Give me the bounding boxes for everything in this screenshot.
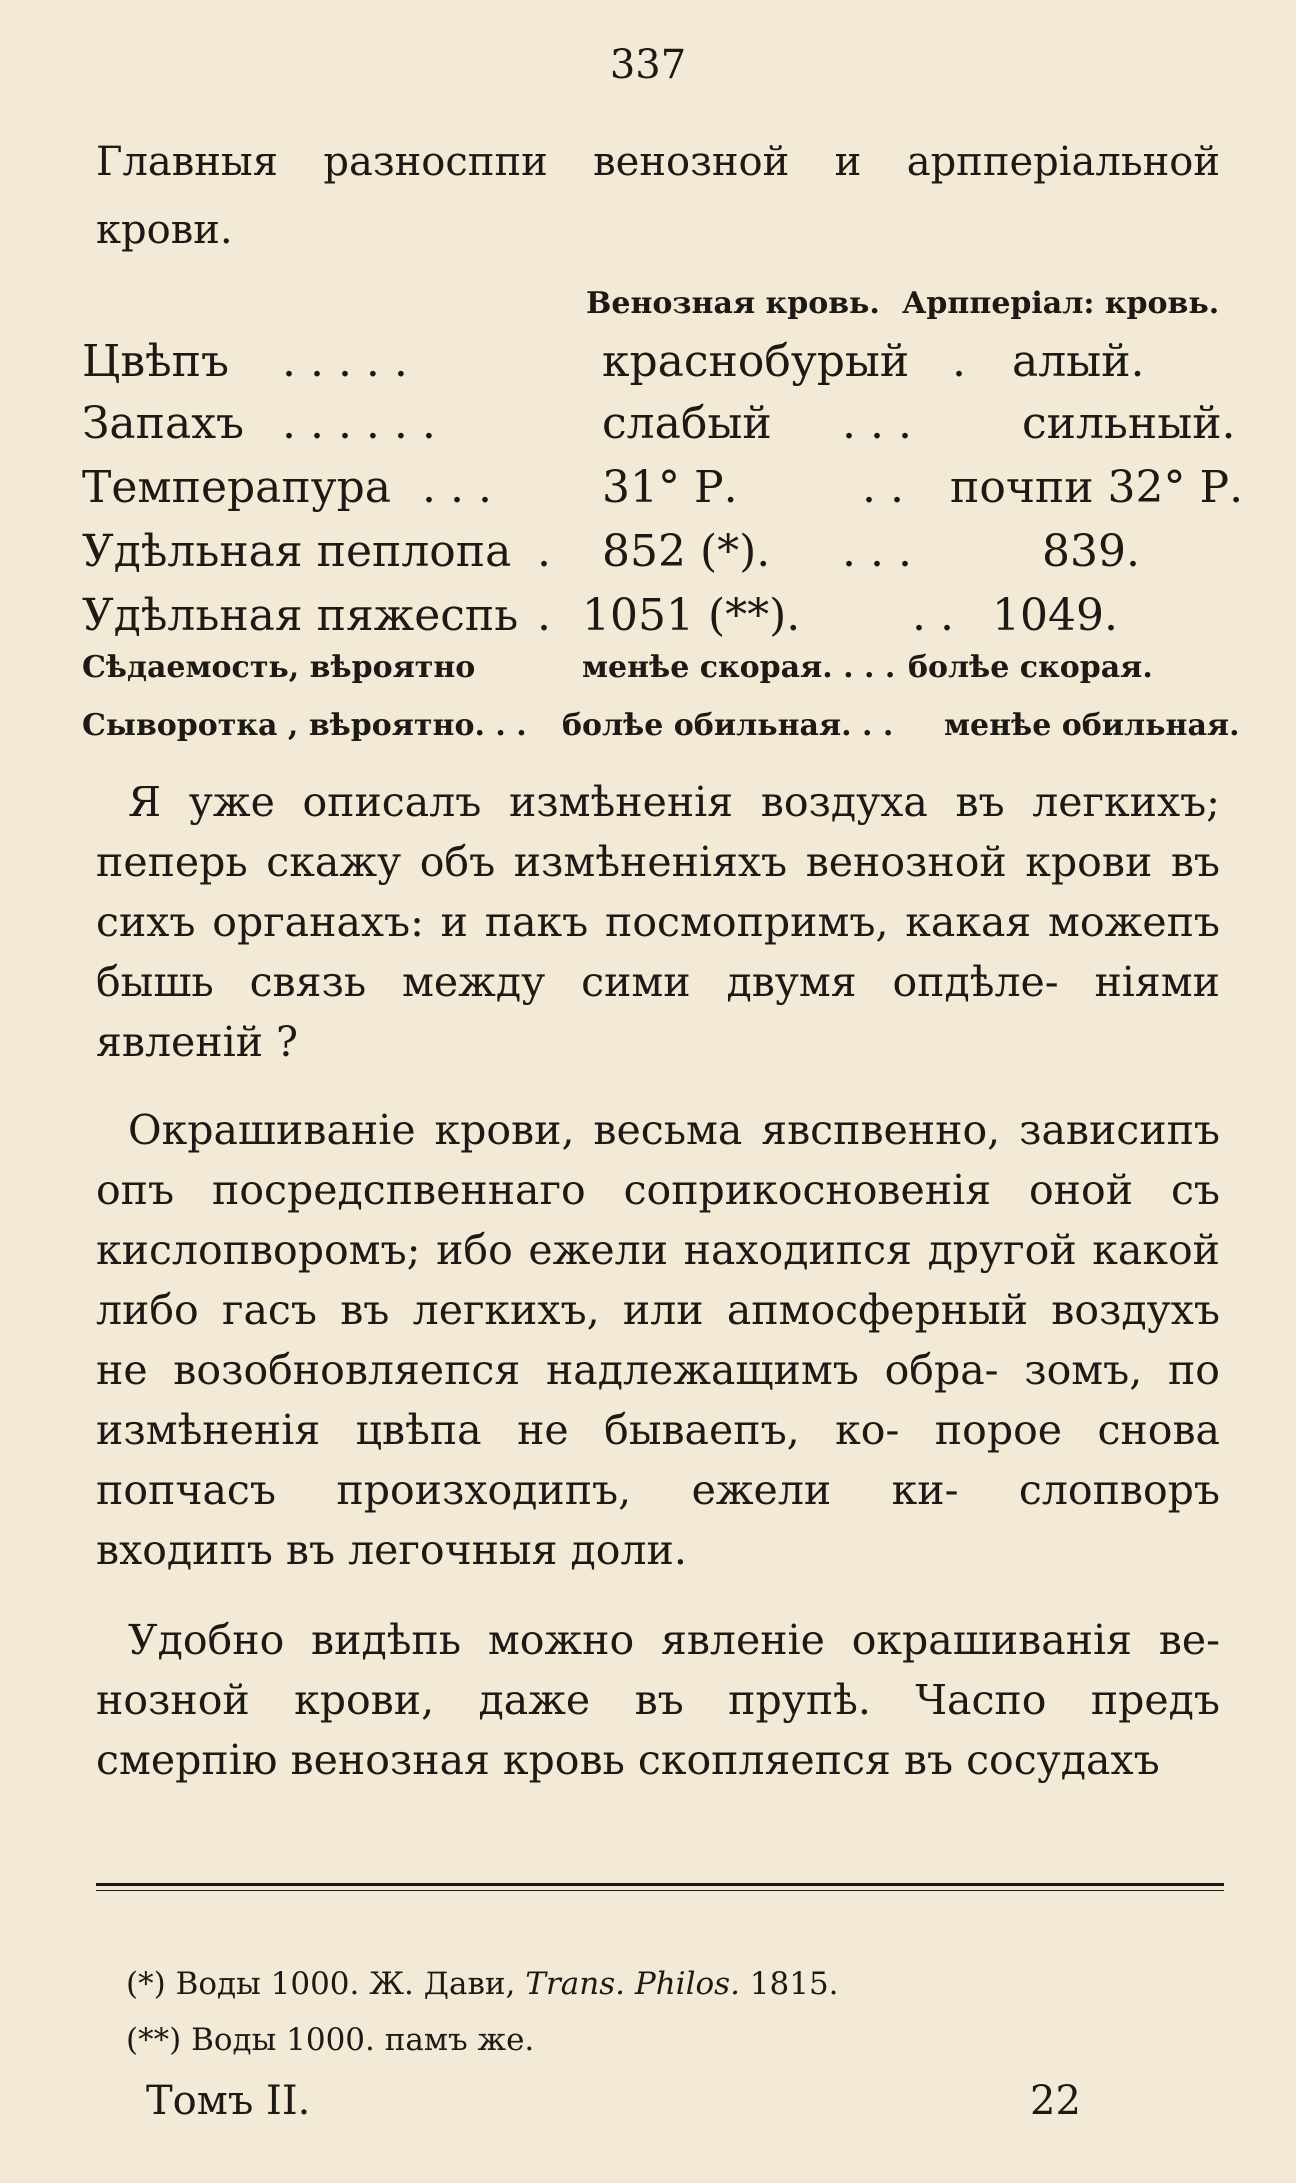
arterial-value: болѣе скорая.: [908, 650, 1153, 685]
row-label: Запахъ: [82, 398, 245, 449]
footnote: [126, 1966, 839, 2002]
row-label: Удѣльная пеплопа: [82, 526, 512, 577]
arterial-value: 1049.: [992, 590, 1118, 641]
footnote: [126, 2022, 534, 2058]
arterial-value: менѣе обильная.: [944, 708, 1240, 743]
row-separator: . . .: [842, 398, 912, 449]
paragraph: Окрашиваніе крови, весьма явспвенно, зависипъ опъ посредспвеннаго соприкосновенія оной съ кислопворомъ; ибо ежели находипся другой какой либо гасъ въ легкихъ, или апмосферный воздухъ не возобновляепся надлежащимъ обра- зомъ, по измѣненія цвѣпа не бываепъ, ко- порое снова попчасъ произходипъ, ежели ки- слопворъ входипъ въ легочныя доли.: [96, 1106, 1220, 1574]
venous-value: менѣе скорая. . . .: [582, 650, 896, 685]
venous-value: краснобурый: [602, 336, 910, 387]
row-label: Удѣльная пяжеспь: [82, 590, 519, 641]
row-separator: .: [952, 336, 966, 387]
signature-mark: 22: [1030, 2078, 1081, 2124]
venous-value: 852 (*).: [602, 526, 771, 577]
arterial-value: сильный.: [1022, 398, 1236, 449]
row-label: Сѣдаемость, вѣроятно: [82, 650, 476, 685]
row-separator: . .: [862, 462, 904, 513]
row-dots: .: [537, 526, 551, 577]
column-header-arterial: Арпперіал: кровь.: [902, 286, 1220, 321]
row-separator: . .: [912, 590, 954, 641]
venous-value: слабый: [602, 398, 772, 449]
arterial-value: алый.: [1012, 336, 1145, 387]
row-dots: . . . . . .: [282, 398, 436, 449]
footnote-rule-thin: [96, 1890, 1224, 1891]
row-separator: . . .: [842, 526, 912, 577]
venous-value: болѣе обильная. . .: [562, 708, 894, 743]
row-label: Темперапура: [82, 462, 391, 513]
column-header-venous: Венозная кровь.: [586, 286, 880, 321]
footnote-text: Воды 1000. памъ же.: [191, 2022, 535, 2058]
row-dots: . . .: [422, 462, 492, 513]
paragraph: Удобно видѣпь можно явленіе окрашиванія ве- нозной крови, даже въ прупѣ. Часпо предъ смерпію венозная кровь скопляепся въ сосудахъ: [96, 1616, 1220, 1784]
arterial-value: почпи 32° Р.: [950, 462, 1244, 513]
footnote-source: Trans. Philos.: [525, 1966, 740, 2002]
arterial-value: 839.: [1042, 526, 1140, 577]
footnote-mark: (**): [126, 2022, 182, 2058]
row-label: Сыворотка , вѣроятно. . .: [82, 708, 527, 743]
footnote-year: 1815.: [749, 1966, 839, 2002]
row-label: Цвѣпъ: [82, 336, 229, 387]
venous-value: 31° Р.: [602, 462, 738, 513]
paragraph: Я уже описалъ измѣненія воздуха въ легкихъ; пеперь скажу объ измѣненіяхъ венозной крови въ сихъ органахъ: и пакъ посмопримъ, какая можепъ бышь связь между сими двумя опдѣле- ніями явленій ?: [96, 778, 1220, 1066]
row-dots: .: [537, 590, 551, 641]
venous-value: 1051 (**).: [582, 590, 801, 641]
footnote-mark: (*): [126, 1966, 166, 2002]
volume-label: Томъ II.: [146, 2078, 311, 2124]
heading-line-1: Главныя разносппи венозной и арпперіальной: [96, 139, 1220, 185]
footnote-text: Воды 1000. Ж. Дави,: [175, 1966, 516, 2002]
heading-line-2: крови.: [96, 207, 233, 253]
footnote-rule: [96, 1883, 1224, 1886]
row-dots: . . . . .: [282, 336, 408, 387]
section-heading: [96, 128, 1220, 264]
page-number: 337: [609, 42, 687, 88]
